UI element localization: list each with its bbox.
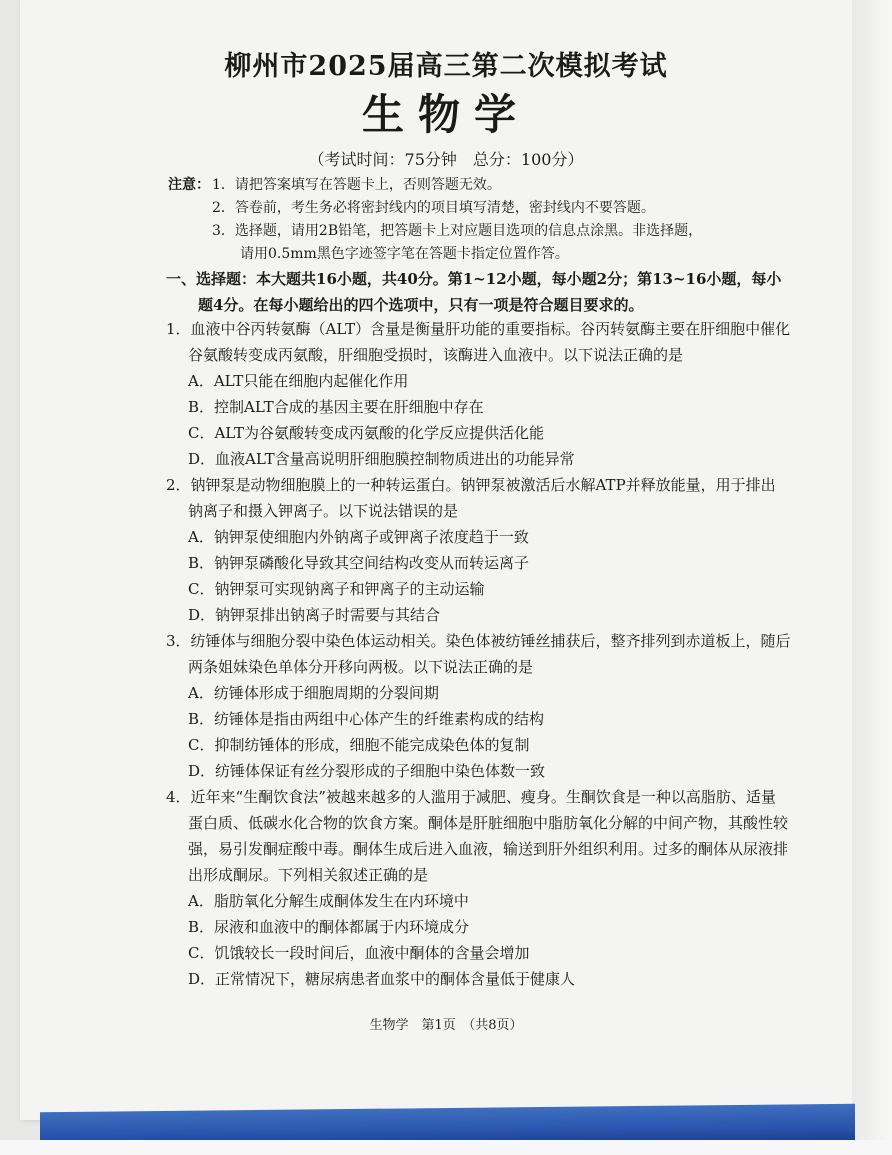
question-4 <box>166 784 826 992</box>
notes-label: 注意： <box>168 177 210 193</box>
option-a: A．钠钾泵使细胞内外钠离子或钾离子浓度趋于一致 <box>188 528 529 546</box>
option-c: C．钠钾泵可实现钠离子和钾离子的主动运输 <box>188 580 485 598</box>
option-d: D．血液ALT含量高说明肝细胞膜控制物质进出的功能异常 <box>188 450 575 468</box>
note-text-2: 2．答卷前，考生务必将密封线内的项目填写清楚，密封线内不要答题。 <box>212 200 655 216</box>
question-1 <box>166 316 826 472</box>
section-heading <box>166 266 826 318</box>
option-c: C．抑制纺锤体的形成，细胞不能完成染色体的复制 <box>188 736 530 754</box>
question-stem-line: 蛋白质、低碳水化合物的饮食方案。酮体是肝脏细胞中脂肪氧化分解的中间产物，其酸性较 <box>188 814 789 832</box>
question-3 <box>166 628 826 784</box>
note-item-3 <box>168 220 818 243</box>
question-stem-line: 4．近年来“生酮饮食法”被越来越多的人滥用于减肥、瘦身。生酮饮食是一种以高脂肪、适量 <box>166 788 776 806</box>
question-stem-line: 强，易引发酮症酸中毒。酮体生成后进入血液，输送到肝外组织利用。过多的酮体从尿液排 <box>188 840 789 858</box>
question-stem-line: 谷氨酸转变成丙氨酸，肝细胞受损时，该酶进入血液中。以下说法正确的是 <box>188 346 684 364</box>
option-d: D．正常情况下，糖尿病患者血浆中的酮体含量低于健康人 <box>188 970 576 988</box>
note-text-1: 1．请把答案填写在答题卡上，否则答题无效。 <box>212 177 501 193</box>
page-footer: 生物学 第1页 （共8页） <box>369 1018 523 1033</box>
exam-time-info: （考试时间：75分钟 总分：100分） <box>308 150 584 169</box>
option-c: C．ALT为谷氨酸转变成丙氨酸的化学反应提供活化能 <box>188 424 545 442</box>
option-c: C．饥饿较长一段时间后，血液中酮体的含量会增加 <box>188 944 530 962</box>
notes-block <box>168 174 818 266</box>
note-text-3: 3．选择题，请用2B铅笔，把答题卡上对应题目选项的信息点涂黑。非选择题， <box>212 223 703 239</box>
option-a: A．纺锤体形成于细胞周期的分裂间期 <box>188 684 439 702</box>
option-d: D．钠钾泵排出钠离子时需要与其结合 <box>188 606 441 624</box>
question-2 <box>166 472 826 628</box>
question-list <box>166 316 826 992</box>
option-b: B．尿液和血液中的酮体都属于内环境成分 <box>188 918 470 936</box>
subject-title: 生物学 <box>361 90 530 139</box>
note-item-1 <box>168 174 818 197</box>
question-stem-line: 出形成酮尿。下列相关叙述正确的是 <box>188 866 429 884</box>
question-stem-line: 3．纺锤体与细胞分裂中染色体运动相关。染色体被纺锤丝捕获后，整齐排列到赤道板上，随后 <box>166 632 791 650</box>
question-stem-line: 钠离子和摄入钾离子。以下说法错误的是 <box>188 502 459 520</box>
note-item-3-cont: 请用0.5mm黑色字迹签字笔在答题卡指定位置作答。 <box>240 246 569 262</box>
section-heading-line-2: 题4分。在每小题给出的四个选项中，只有一项是符合题目要求的。 <box>198 296 644 314</box>
option-a: A．ALT只能在细胞内起催化作用 <box>188 372 409 390</box>
question-stem-line: 2．钠钾泵是动物细胞膜上的一种转运蛋白。钠钾泵被激活后水解ATP并释放能量，用于排出 <box>166 476 776 494</box>
question-stem-line: 两条姐妹染色单体分开移向两极。以下说法正确的是 <box>188 658 534 676</box>
option-b: B．控制ALT合成的基因主要在肝细胞中存在 <box>188 398 484 416</box>
option-a: A．脂肪氧化分解生成酮体发生在内环境中 <box>188 892 469 910</box>
bottom-margin <box>0 1140 892 1155</box>
note-item-2 <box>168 197 818 220</box>
option-b: B．纺锤体是指由两组中心体产生的纤维素构成的结构 <box>188 710 545 728</box>
section-heading-line-1: 一、选择题：本大题共16小题，共40分。第1~12小题，每小题2分；第13~16小题，每小 <box>166 270 782 288</box>
exam-title: 柳州市2025届高三第二次模拟考试 <box>224 51 668 82</box>
option-b: B．钠钾泵磷酸化导致其空间结构改变从而转运离子 <box>188 554 530 572</box>
question-stem-line: 1．血液中谷丙转氨酶（ALT）含量是衡量肝功能的重要指标。谷丙转氨酶主要在肝细胞中催化 <box>166 320 791 338</box>
option-d: D．纺锤体保证有丝分裂形成的子细胞中染色体数一致 <box>188 762 546 780</box>
page-edge <box>852 0 892 1155</box>
